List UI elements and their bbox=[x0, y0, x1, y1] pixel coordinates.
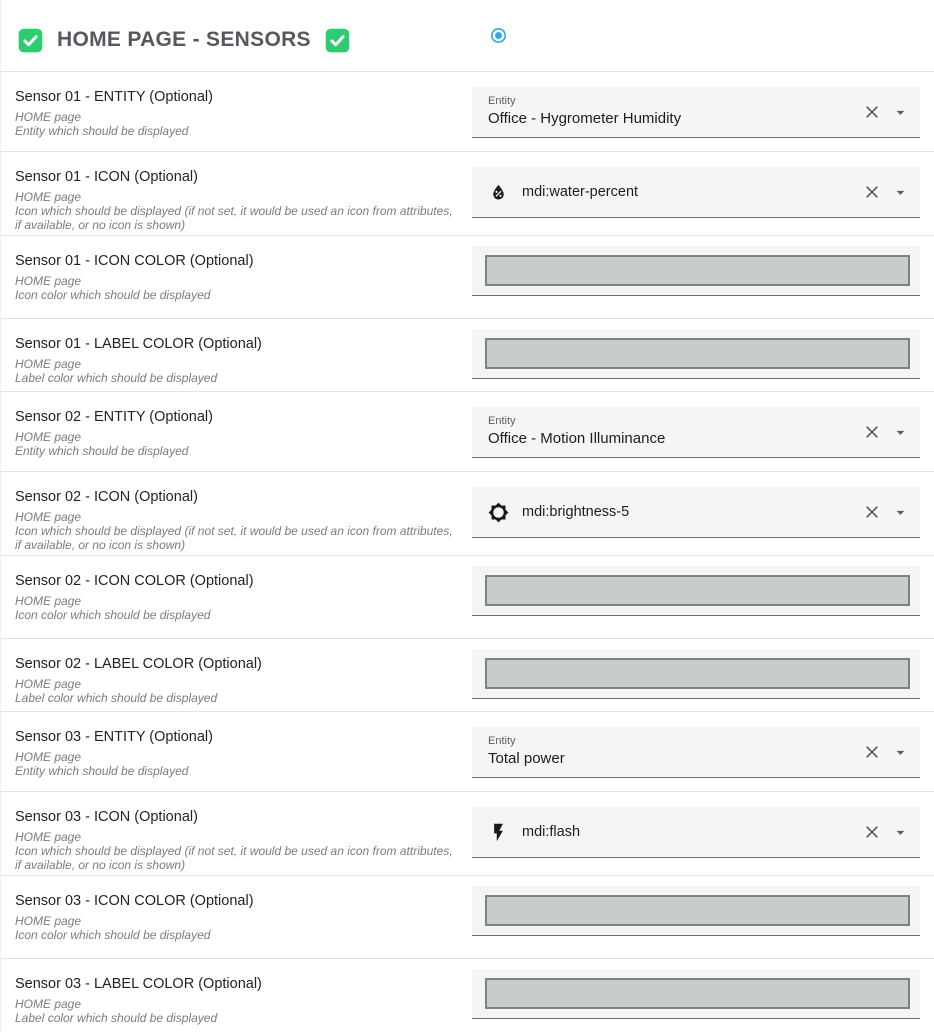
row-text bbox=[15, 876, 472, 958]
icon-value: mdi:water-percent bbox=[522, 184, 639, 200]
icon-picker[interactable] bbox=[472, 167, 920, 218]
flash-icon bbox=[488, 822, 509, 843]
row-text bbox=[15, 712, 472, 791]
dropdown-caret-icon[interactable] bbox=[888, 420, 912, 444]
radio-button[interactable] bbox=[490, 27, 507, 44]
row-title: Sensor 02 - ICON (Optional) bbox=[15, 489, 198, 505]
row-subtitle: HOME page bbox=[15, 510, 82, 524]
row-description: Entity which should be displayed bbox=[15, 443, 189, 458]
color-input[interactable] bbox=[485, 658, 910, 689]
config-row bbox=[1, 391, 934, 471]
config-row bbox=[1, 151, 934, 235]
icon-value: mdi:brightness-5 bbox=[522, 504, 630, 520]
row-field-column bbox=[472, 72, 920, 151]
color-input[interactable] bbox=[485, 895, 910, 926]
row-subtitle: HOME page bbox=[15, 190, 82, 204]
row-text bbox=[15, 319, 472, 391]
row-description: Icon color which should be displayed bbox=[15, 607, 211, 622]
entity-picker[interactable] bbox=[472, 87, 920, 138]
row-title: Sensor 02 - ICON COLOR (Optional) bbox=[15, 573, 254, 589]
row-field-column bbox=[472, 319, 920, 391]
config-row bbox=[1, 235, 934, 318]
field-trailing-actions bbox=[860, 180, 912, 204]
check-icon bbox=[324, 27, 351, 54]
row-title: Sensor 01 - ENTITY (Optional) bbox=[15, 89, 213, 105]
row-description: Icon color which should be displayed bbox=[15, 287, 211, 302]
dropdown-caret-icon[interactable] bbox=[888, 820, 912, 844]
clear-icon[interactable] bbox=[860, 820, 884, 844]
row-title: Sensor 01 - LABEL COLOR (Optional) bbox=[15, 336, 262, 352]
color-input[interactable] bbox=[485, 978, 910, 1009]
row-text bbox=[15, 236, 472, 318]
row-text bbox=[15, 792, 472, 875]
row-description: Label color which should be displayed bbox=[15, 690, 218, 705]
row-text bbox=[15, 472, 472, 555]
row-subtitle: HOME page bbox=[15, 997, 82, 1011]
row-text bbox=[15, 556, 472, 638]
row-description: Icon which should be displayed (if not set, it would be used an icon from attributes, if available, or no icon is shown) bbox=[15, 843, 453, 872]
entity-field-label: Entity bbox=[488, 735, 516, 747]
color-field bbox=[472, 969, 920, 1019]
row-field-column bbox=[472, 712, 920, 791]
row-text bbox=[15, 72, 472, 151]
row-field-column bbox=[472, 639, 920, 711]
row-description: Label color which should be displayed bbox=[15, 1010, 218, 1025]
config-rows bbox=[1, 71, 934, 1031]
field-trailing-actions bbox=[860, 500, 912, 524]
entity-picker[interactable] bbox=[472, 727, 920, 778]
color-field bbox=[472, 886, 920, 936]
icon-picker[interactable] bbox=[472, 807, 920, 858]
row-subtitle: HOME page bbox=[15, 430, 82, 444]
clear-icon[interactable] bbox=[860, 420, 884, 444]
row-subtitle: HOME page bbox=[15, 274, 82, 288]
config-row bbox=[1, 958, 934, 1031]
config-row bbox=[1, 471, 934, 555]
field-trailing-actions bbox=[860, 100, 912, 124]
row-description: Icon color which should be displayed bbox=[15, 927, 211, 942]
row-field-column bbox=[472, 792, 920, 875]
config-row bbox=[1, 791, 934, 875]
row-description: Entity which should be displayed bbox=[15, 763, 189, 778]
color-input[interactable] bbox=[485, 575, 910, 606]
entity-value: Office - Motion Illuminance bbox=[488, 430, 666, 447]
clear-icon[interactable] bbox=[860, 500, 884, 524]
color-field bbox=[472, 329, 920, 379]
field-trailing-actions bbox=[860, 820, 912, 844]
config-row bbox=[1, 555, 934, 638]
row-title: Sensor 01 - ICON (Optional) bbox=[15, 169, 198, 185]
row-title: Sensor 02 - ENTITY (Optional) bbox=[15, 409, 213, 425]
row-subtitle: HOME page bbox=[15, 357, 82, 371]
row-description: Label color which should be displayed bbox=[15, 370, 218, 385]
clear-icon[interactable] bbox=[860, 740, 884, 764]
row-subtitle: HOME page bbox=[15, 594, 82, 608]
row-description: Icon which should be displayed (if not set, it would be used an icon from attributes, if available, or no icon is shown) bbox=[15, 523, 453, 552]
config-row bbox=[1, 71, 934, 151]
color-input[interactable] bbox=[485, 338, 910, 369]
row-title: Sensor 03 - LABEL COLOR (Optional) bbox=[15, 976, 262, 992]
entity-picker[interactable] bbox=[472, 407, 920, 458]
color-field bbox=[472, 649, 920, 699]
row-title: Sensor 03 - ENTITY (Optional) bbox=[15, 729, 213, 745]
row-text bbox=[15, 959, 472, 1031]
entity-field-label: Entity bbox=[488, 95, 516, 107]
dropdown-caret-icon[interactable] bbox=[888, 740, 912, 764]
config-row bbox=[1, 318, 934, 391]
water-percent-icon bbox=[488, 182, 509, 203]
row-description: Icon which should be displayed (if not set, it would be used an icon from attributes, if available, or no icon is shown) bbox=[15, 203, 453, 232]
row-description: Entity which should be displayed bbox=[15, 123, 189, 138]
clear-icon[interactable] bbox=[860, 180, 884, 204]
entity-field-label: Entity bbox=[488, 415, 516, 427]
dropdown-caret-icon[interactable] bbox=[888, 500, 912, 524]
icon-value: mdi:flash bbox=[522, 824, 581, 840]
row-text bbox=[15, 639, 472, 711]
row-field-column bbox=[472, 152, 920, 235]
clear-icon[interactable] bbox=[860, 100, 884, 124]
check-icon bbox=[17, 27, 44, 54]
row-field-column bbox=[472, 959, 920, 1031]
row-text bbox=[15, 152, 472, 235]
color-field bbox=[472, 246, 920, 296]
row-subtitle: HOME page bbox=[15, 914, 82, 928]
config-row bbox=[1, 875, 934, 958]
row-field-column bbox=[472, 876, 920, 958]
color-input[interactable] bbox=[485, 255, 910, 286]
entity-value: Total power bbox=[488, 750, 565, 767]
row-subtitle: HOME page bbox=[15, 110, 82, 124]
row-field-column bbox=[472, 392, 920, 471]
page-title: HOME PAGE - SENSORS bbox=[57, 28, 311, 51]
dropdown-caret-icon[interactable] bbox=[888, 180, 912, 204]
row-field-column bbox=[472, 556, 920, 638]
color-field bbox=[472, 566, 920, 616]
row-field-column bbox=[472, 472, 920, 555]
row-title: Sensor 02 - LABEL COLOR (Optional) bbox=[15, 656, 262, 672]
config-row bbox=[1, 711, 934, 791]
field-trailing-actions bbox=[860, 740, 912, 764]
row-title: Sensor 03 - ICON COLOR (Optional) bbox=[15, 893, 254, 909]
field-trailing-actions bbox=[860, 420, 912, 444]
row-subtitle: HOME page bbox=[15, 750, 82, 764]
row-title: Sensor 03 - ICON (Optional) bbox=[15, 809, 198, 825]
page-header bbox=[1, 0, 934, 71]
row-subtitle: HOME page bbox=[15, 677, 82, 691]
row-title: Sensor 01 - ICON COLOR (Optional) bbox=[15, 253, 254, 269]
entity-value: Office - Hygrometer Humidity bbox=[488, 110, 682, 127]
dropdown-caret-icon[interactable] bbox=[888, 100, 912, 124]
row-field-column bbox=[472, 236, 920, 318]
row-subtitle: HOME page bbox=[15, 830, 82, 844]
brightness-5-icon bbox=[488, 502, 509, 523]
config-row bbox=[1, 638, 934, 711]
icon-picker[interactable] bbox=[472, 487, 920, 538]
row-text bbox=[15, 392, 472, 471]
